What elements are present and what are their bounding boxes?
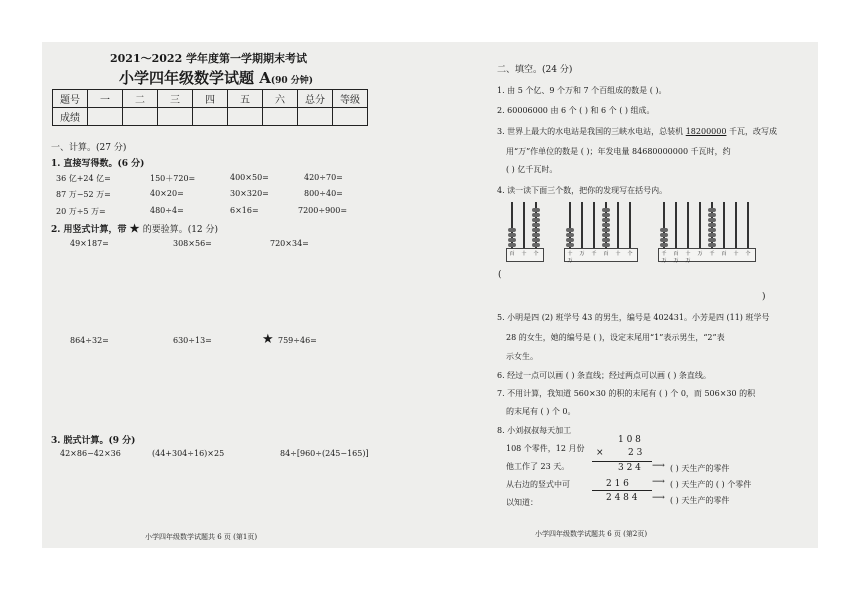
calc-blank: ( ) 天生产的 ( ) 个零件 [670, 480, 752, 489]
abacus-c [658, 202, 758, 264]
abacus-label: 个 [533, 251, 539, 257]
q3-title: 3. 脱式计算。(9 分) [51, 436, 136, 446]
abacus-bead [660, 238, 668, 242]
fill-q5-line2: 28 的女生，她的编号是 ( )，设定末尾用“1”表示男生，“2”表 [506, 333, 725, 342]
q1-item: 420÷70= [304, 173, 343, 182]
score-header-cell: 四 [193, 90, 228, 108]
abacus-bead [566, 228, 574, 232]
fill-q5-line3: 示女生。 [506, 352, 538, 361]
score-table-header [53, 90, 368, 108]
abacus-bead [508, 238, 516, 242]
abacus-bead [660, 243, 668, 247]
abacus-label: 百 [721, 251, 727, 257]
exam-title-text: 小学四年级数学试题 A [119, 69, 271, 87]
abacus-bead [708, 228, 716, 232]
q1-title: 1. 直接写得数。(6 分) [51, 159, 145, 169]
fill-q8-text: 108 个零件，12 月份 [506, 444, 585, 453]
score-cell[interactable] [123, 108, 158, 126]
fill-q8-text: 以知道： [506, 498, 538, 507]
calc-top: 1 0 8 [618, 435, 641, 445]
score-cell[interactable] [333, 108, 368, 126]
section-2-title: 二、填空。(24 分) [497, 65, 573, 75]
fill-q4-open-paren: ( [498, 270, 502, 280]
page-1 [42, 42, 432, 548]
abacus-label: 十万 [567, 251, 573, 264]
abacus-bead [566, 233, 574, 237]
abacus-bead [566, 238, 574, 242]
abacus-bead [660, 228, 668, 232]
fill-q3-text: 千瓦，改写成 [726, 127, 777, 136]
abacus-rod [593, 202, 595, 248]
q2-item: 720×34= [270, 239, 309, 248]
q1-item: 800÷40= [304, 189, 343, 198]
score-header-cell: 总分 [298, 90, 333, 108]
exam-heading: 2021～2022 学年度第一学期期末考试 [110, 52, 308, 65]
abacus-bead [532, 223, 540, 227]
abacus-label: 十万 [685, 251, 691, 264]
calc-partial-1: 3 2 4 [618, 463, 641, 473]
calc-line [592, 461, 652, 462]
abacus-bead [532, 233, 540, 237]
section-1-title: 一、计算。(27 分) [51, 143, 127, 153]
abacus-bead [566, 243, 574, 247]
fill-q1: 1. 由 5 个亿、9 个万和 7 个百组成的数是 ( )。 [497, 86, 667, 95]
score-cell[interactable] [88, 108, 123, 126]
q2-item: 864÷32= [70, 336, 109, 345]
abacus-bead [708, 233, 716, 237]
score-header-cell: 二 [123, 90, 158, 108]
abacus-rod [735, 202, 737, 248]
score-header-cell: 等级 [333, 90, 368, 108]
fill-q3-text: 3. 世界上最大的水电站是我国的三峡水电站，总装机 [497, 127, 686, 136]
abacus-bead [602, 218, 610, 222]
calc-blank: ( ) 天生产的零件 [670, 496, 730, 505]
arrow-right-icon: ⟶ [652, 493, 665, 503]
q2-item: 759÷46= [278, 336, 317, 345]
fill-q6: 6. 经过一点可以画 ( ) 条直线；经过两点可以画 ( ) 条直线。 [497, 371, 711, 380]
abacus-label: 万 [579, 251, 585, 257]
q1-item: 36 亿+24 亿= [56, 174, 111, 183]
abacus-label: 万 [697, 251, 703, 257]
fill-q8-title: 8. 小刘叔叔每天加工 [497, 426, 572, 435]
score-header-cell: 题号 [53, 90, 88, 108]
page-2 [432, 42, 818, 548]
abacus-a [506, 202, 546, 260]
fill-q3-line1 [497, 126, 777, 137]
abacus-bead [532, 243, 540, 247]
fill-q2: 2. 60006000 由 6 个 ( ) 和 6 个 ( ) 组成。 [497, 106, 655, 115]
abacus-bead [660, 233, 668, 237]
abacus-bead [532, 213, 540, 217]
score-cell[interactable] [193, 108, 228, 126]
abacus-label: 十 [521, 251, 527, 257]
abacus-label: 千 [591, 251, 597, 257]
abacus-bead [532, 208, 540, 212]
score-cell[interactable] [228, 108, 263, 126]
q2-item: 308×56= [173, 239, 212, 248]
fill-q5-line1: 5. 小明是四 (2) 班学号 43 的男生，编号是 402431。小芳是四 (11) 班学号 [497, 313, 770, 322]
q3-item: 42×86−42×36 [60, 449, 121, 458]
fill-q4-close-paren: ) [762, 292, 766, 302]
calc-line [592, 490, 652, 491]
abacus-bead [508, 233, 516, 237]
abacus-label: 千 [709, 251, 715, 257]
score-header-cell: 一 [88, 90, 123, 108]
q1-item: 480÷4= [150, 206, 184, 215]
abacus-bead [708, 213, 716, 217]
abacus-bead [708, 208, 716, 212]
page-footer: 小学四年级数学试题共 6 页 (第2页) [535, 530, 648, 538]
abacus-bead [708, 238, 716, 242]
abacus-rod [617, 202, 619, 248]
abacus-b [564, 202, 640, 264]
page-footer: 小学四年级数学试题共 6 页 (第1页) [145, 533, 258, 541]
q1-item: 7200÷900= [298, 206, 348, 215]
q2-title-a: 2. 用竖式计算，带 [51, 225, 127, 235]
abacus-bead [532, 218, 540, 222]
abacus-bead [532, 238, 540, 242]
abacus-label: 十 [733, 251, 739, 257]
abacus-bead [532, 228, 540, 232]
star-icon: ★ [262, 332, 274, 347]
fill-q4: 4. 读一读下面三个数，把你的发现写在括号内。 [497, 186, 668, 195]
q2-item: 49×187= [70, 239, 109, 248]
abacus-bead [602, 243, 610, 247]
q2-item: 630÷13= [173, 336, 212, 345]
abacus-bead [508, 228, 516, 232]
arrow-right-icon: ⟶ [652, 461, 665, 471]
score-header-cell: 六 [263, 90, 298, 108]
abacus-label: 千万 [661, 251, 667, 264]
fill-q7-line1: 7. 不用计算，我知道 560×30 的积的末尾有 ( ) 个 0，而 506×30 的积 [497, 389, 756, 398]
abacus-bead [508, 243, 516, 247]
calc-operator: × [596, 448, 604, 458]
score-header-cell: 五 [228, 90, 263, 108]
abacus-rod [581, 202, 583, 248]
q1-item: 30×320= [230, 189, 269, 198]
calc-total: 2 4 8 4 [606, 493, 638, 503]
q1-item: 400×50= [230, 173, 269, 182]
q1-item: 40×20= [150, 189, 184, 198]
score-row-label: 成绩 [53, 108, 88, 126]
abacus-rod [675, 202, 677, 248]
abacus-rod [723, 202, 725, 248]
score-header-cell: 三 [158, 90, 193, 108]
arrow-right-icon: ⟶ [652, 477, 665, 487]
abacus-label: 个 [745, 251, 751, 257]
abacus-bead [708, 223, 716, 227]
fill-q3-line2: 用“万”作单位的数是 ( )；年发电量 84680000000 千瓦时，约 [506, 147, 731, 156]
abacus-bead [602, 238, 610, 242]
abacus-rod [699, 202, 701, 248]
q2-title-b: 的要验算。(12 分) [142, 225, 219, 235]
exam-title [119, 67, 313, 88]
exam-duration: (90 分钟) [270, 76, 314, 86]
fill-q8-text: 从右边的竖式中可 [506, 480, 570, 489]
fill-q3-number: 18200000 [685, 127, 727, 136]
score-table-row [53, 108, 368, 126]
abacus-label: 个 [627, 251, 633, 257]
abacus-rod [747, 202, 749, 248]
exam-sheet [42, 42, 818, 548]
abacus-bead [602, 223, 610, 227]
q1-item: 150＋720= [150, 174, 196, 183]
abacus-bead [602, 208, 610, 212]
score-cell[interactable] [158, 108, 193, 126]
abacus-bead [708, 218, 716, 222]
abacus-bead [602, 228, 610, 232]
fill-q3-line3: ( ) 亿千瓦时。 [506, 165, 558, 174]
abacus-label: 十 [615, 251, 621, 257]
q1-item: 6×16= [230, 206, 259, 215]
q1-item: 20 万÷5 万= [56, 207, 106, 216]
calc-blank: ( ) 天生产的零件 [670, 464, 730, 473]
score-table [52, 89, 368, 126]
abacus-label: 百 [603, 251, 609, 257]
score-cell[interactable] [298, 108, 333, 126]
abacus-bead [708, 243, 716, 247]
fill-q7-line2: 的末尾有 ( ) 个 0。 [506, 407, 576, 416]
star-icon: ★ [129, 222, 140, 235]
score-cell[interactable] [263, 108, 298, 126]
abacus-rod [629, 202, 631, 248]
q3-item: 84÷[960÷(245−165)] [280, 449, 369, 458]
q2-title [51, 222, 218, 235]
abacus-rod [687, 202, 689, 248]
abacus-label: 百 [509, 251, 515, 257]
calc-second: 2 3 [628, 448, 643, 458]
q1-item: 87 万−52 万= [56, 190, 111, 199]
abacus-label: 百万 [673, 251, 679, 264]
fill-q8-text: 他工作了 23 天。 [506, 462, 570, 471]
calc-partial-2: 2 1 6 [606, 479, 629, 489]
abacus-bead [602, 233, 610, 237]
abacus-bead [602, 213, 610, 217]
q3-item: (44+304÷16)×25 [152, 449, 225, 458]
abacus-rod [523, 202, 525, 248]
